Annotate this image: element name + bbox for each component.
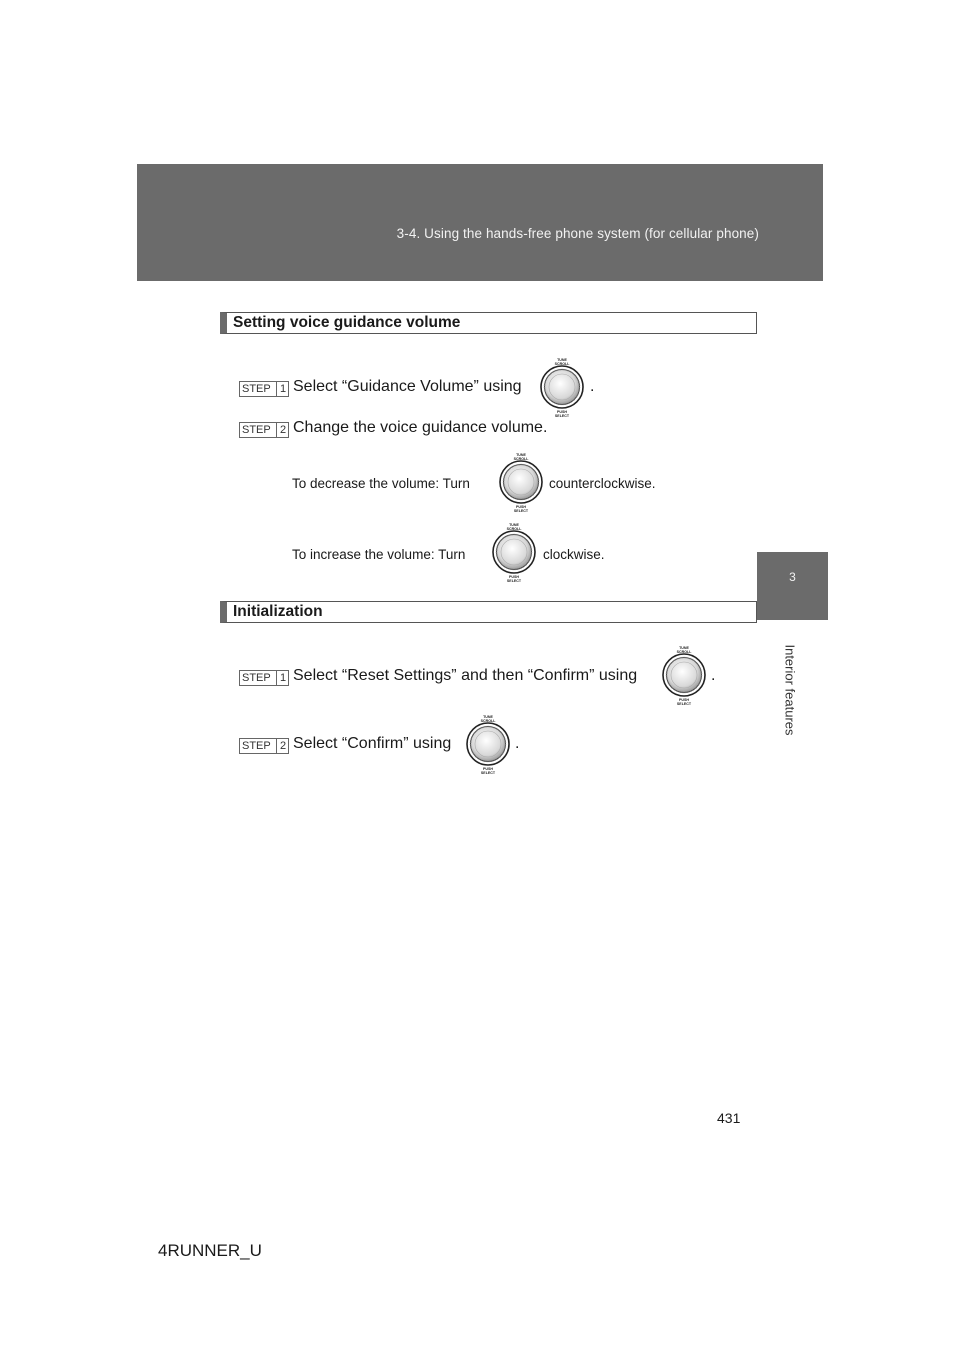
chapter-number: 3: [789, 570, 796, 584]
chapter-tab: [757, 552, 828, 620]
step-badge-divider: [276, 423, 277, 437]
step-badge-divider: [276, 739, 277, 753]
step-badge: [239, 422, 289, 438]
step-badge: [239, 381, 289, 397]
step-instruction: Select “Reset Settings” and then “Confirm” using: [293, 667, 638, 684]
section-heading-initialization: [220, 601, 757, 623]
step-instruction-end: .: [711, 667, 716, 684]
step-badge-number: 1: [280, 383, 287, 395]
chapter-section-title: 3-4. Using the hands-free phone system (for cellular phone): [396, 226, 759, 241]
step-badge-divider: [276, 671, 277, 685]
step-instruction: Change the voice guidance volume.: [293, 419, 548, 436]
tune-select-knob-icon: [494, 450, 548, 514]
section-heading-voice-volume: [220, 312, 757, 334]
chapter-label-text: Interior features: [782, 644, 798, 736]
section-title: Initialization: [233, 603, 323, 620]
tune-select-knob-icon: [657, 643, 711, 707]
step-badge-divider: [276, 382, 277, 396]
tune-select-knob-icon: [461, 712, 515, 776]
step-badge-number: 2: [280, 424, 287, 436]
step-badge-word: STEP: [242, 383, 271, 395]
step-instruction-end: .: [515, 735, 520, 752]
decrease-volume-note: To decrease the volume: Turn: [292, 476, 470, 491]
header-band: [137, 164, 823, 281]
step-badge-number: 2: [280, 740, 287, 752]
tune-select-knob-icon: [487, 520, 541, 584]
step-instruction: Select “Guidance Volume” using: [293, 378, 522, 395]
tune-select-knob-icon: [535, 355, 589, 419]
section-title: Setting voice guidance volume: [233, 314, 461, 331]
page-number: 431: [717, 1110, 741, 1126]
increase-volume-note: To increase the volume: Turn: [292, 547, 466, 562]
step-badge-word: STEP: [242, 424, 271, 436]
step-instruction-end: .: [590, 378, 595, 395]
step-badge: [239, 738, 289, 754]
step-badge-word: STEP: [242, 672, 271, 684]
step-badge-word: STEP: [242, 740, 271, 752]
chapter-label: [780, 640, 800, 740]
step-instruction: Select “Confirm” using: [293, 735, 452, 752]
model-code: 4RUNNER_U: [158, 1241, 262, 1260]
increase-volume-note-end: clockwise.: [543, 547, 605, 562]
step-badge: [239, 670, 289, 686]
decrease-volume-note-end: counterclockwise.: [549, 476, 656, 491]
step-badge-number: 1: [280, 672, 287, 684]
